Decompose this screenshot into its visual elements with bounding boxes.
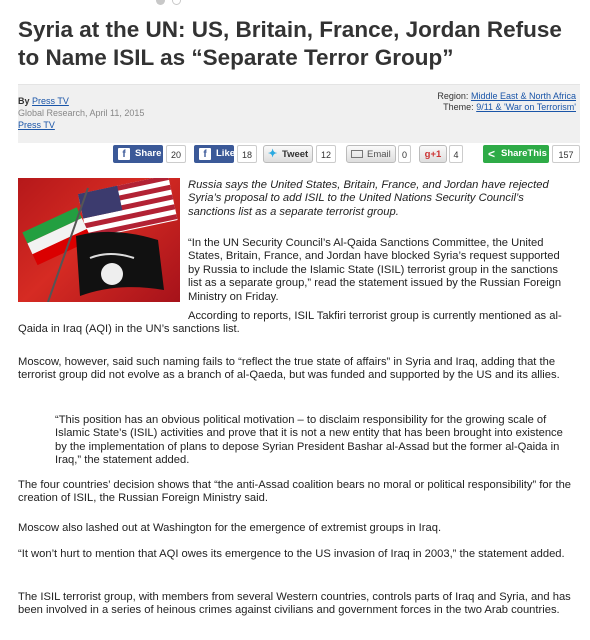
facebook-like-count: 18 <box>237 145 257 163</box>
taxonomy <box>437 91 576 113</box>
byline <box>18 95 144 131</box>
article-meta <box>18 84 580 143</box>
carousel-dot[interactable] <box>172 0 181 5</box>
article-title: Syria at the UN: US, Britain, France, Jordan Refuse to Name ISIL as “Separate Terror Group” <box>18 17 562 70</box>
facebook-like-label: Like <box>216 148 236 159</box>
tweet-count: 12 <box>316 145 336 163</box>
facebook-icon: f <box>199 148 211 160</box>
facebook-share-button[interactable] <box>113 145 163 163</box>
sharethis-button[interactable] <box>483 145 549 163</box>
theme-label: Theme: <box>443 102 474 112</box>
twitter-bird-icon: ✦ <box>268 148 278 160</box>
article-paragraph: The ISIL terrorist group, with members from several Western countries, controls parts of Iraq and Syria, and has been involved in a series of heinous crimes against civilians and government forces in the two Arab countries. <box>18 591 571 617</box>
email-label: Email <box>367 149 391 160</box>
carousel-dots <box>0 0 590 8</box>
byline-prefix: By <box>18 96 30 106</box>
facebook-share-count: 20 <box>166 145 186 163</box>
tweet-label: Tweet <box>282 149 309 160</box>
article-lead: Russia says the United States, Britain, France, and Jordan have rejected Syria’s proposal to add ISIL to the United Nations Security Council’s sanctions list as a separate terrorist group. <box>188 179 549 218</box>
share-icon: < <box>488 147 496 161</box>
gplus-count: 4 <box>449 145 463 163</box>
envelope-icon <box>351 150 363 158</box>
article-quote-1: “In the UN Security Council’s Al-Qaida Sanctions Committee, the United States, Britain, France, and Jordan have blocked Syria’s request supported by Russia to include the Islamic State (ISIL) terrorist group in the sanctions list as a separate group,” read the statement issued by the Russian Foreign Ministry on Friday. <box>188 237 562 303</box>
author-link[interactable]: Press TV <box>32 96 69 106</box>
article-image <box>18 178 180 302</box>
carousel-dot-active[interactable] <box>156 0 165 5</box>
article-quote-2: “This position has an obvious political motivation – to disclaim responsibility for the growing scale of Islamic State’s (ISIL) activities and prove that it is not a new entity that has been brought into existence by the implementation of plans to depose Syrian President Bashar al-Assad but the former al-Qaida in Iraq,” the statement added. <box>55 414 563 467</box>
article-paragraph: Moscow also lashed out at Washington for the emergence of extremist groups in Iraq. <box>18 522 442 534</box>
article-paragraph: The four countries’ decision shows that “the anti-Assad coalition bears no moral or political responsibility” for the creation of ISIL, the Russian Foreign Ministry said. <box>18 479 572 505</box>
gplus-button[interactable]: g+1 <box>419 145 447 163</box>
sharethis-count: 157 <box>552 145 580 163</box>
source-date: Global Research, April 11, 2015 <box>18 108 145 118</box>
email-count: 0 <box>398 145 411 163</box>
share-bar <box>0 145 590 165</box>
theme-link[interactable]: 9/11 & 'War on Terrorism' <box>476 102 576 112</box>
article-paragraph: According to reports, ISIL Takfiri terrorist group is currently mentioned as al-Qaida in Iraq (AQI) in the UN’s sanctions list. <box>18 310 562 336</box>
region-label: Region: <box>437 91 469 101</box>
source-link[interactable]: Press TV <box>18 120 55 130</box>
article-paragraph: Moscow, however, said such naming fails to “reflect the true state of affairs” in Syria and Iraq, adding that the terrorist group did not evolve as a branch of al-Qaeda, but was funded and supported by the US and its allies. <box>18 356 560 382</box>
tweet-button[interactable] <box>263 145 313 163</box>
facebook-icon: f <box>118 148 130 160</box>
region-link[interactable]: Middle East & North Africa <box>470 91 576 101</box>
sharethis-label: ShareThis <box>501 148 547 159</box>
flags-photo <box>18 178 180 302</box>
facebook-like-button[interactable] <box>194 145 234 163</box>
article-paragraph: “It won’t hurt to mention that AQI owes its emergence to the US invasion of Iraq in 2003,” the statement added. <box>18 548 565 560</box>
facebook-share-label: Share <box>135 148 162 159</box>
email-button[interactable] <box>346 145 396 163</box>
